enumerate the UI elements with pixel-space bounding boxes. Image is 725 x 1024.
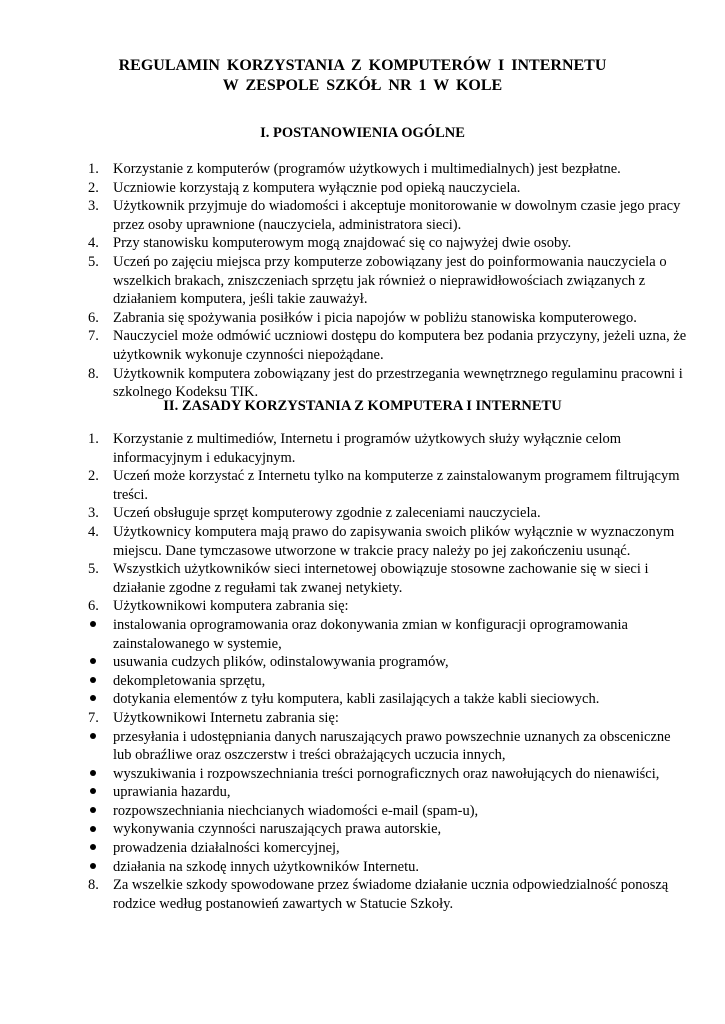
item-number: 6. — [88, 309, 99, 326]
bullet-icon — [88, 839, 112, 858]
item-text: Użytkownik przyjmuje do wiadomości i akceptuje monitorowanie w dowolnym czasie jego pracy przez osoby uprawnione (nauczyciela, administratora sieci). — [113, 198, 681, 233]
item-text: Użytkownik komputera zobowiązany jest do przestrzegania wewnętrznego regulaminu pracowni i szkolnego Kodeksu TIK. — [113, 365, 683, 401]
item-text: instalowania oprogramowania oraz dokonywania zmian w konfiguracji oprogramowania zainstalowanego w systemie, — [113, 616, 628, 652]
section-2-heading: II. ZASADY KORZYSTANIA Z KOMPUTERA I INTERNETU — [163, 398, 562, 414]
bullet-item — [88, 728, 688, 765]
item-text: wykonywania czynności naruszających prawa autorskie, — [113, 821, 442, 838]
list-item — [88, 523, 688, 560]
item-number: 7. — [88, 709, 99, 726]
section-1-list — [88, 160, 688, 402]
item-text: Użytkownikowi komputera zabrania się: — [113, 598, 349, 615]
list-item — [88, 709, 688, 728]
item-number: 1. — [88, 161, 99, 177]
bullet-item — [88, 765, 688, 784]
list-item — [88, 234, 688, 253]
item-text: Korzystanie z multimediów, Internetu i programów użytkowych służy wyłącznie celom informacyjnym i edukacyjnym. — [113, 431, 622, 466]
list-item — [88, 253, 688, 309]
item-text: uprawiania hazardu, — [113, 784, 231, 801]
list-item — [88, 467, 688, 504]
list-item — [88, 327, 688, 364]
title-line-2: W ZESPOLE SZKÓŁ NR 1 W KOLE — [222, 77, 503, 94]
item-number: 5. — [88, 561, 99, 578]
bullet-item — [88, 820, 688, 839]
title-line-1: REGULAMIN KORZYSTANIA Z KOMPUTERÓW I INTERNETU — [118, 57, 607, 74]
bullet-icon — [88, 616, 112, 635]
item-text: Przy stanowisku komputerowym mogą znajdować się co najwyżej dwie osoby. — [113, 235, 572, 252]
item-text: dotykania elementów z tyłu komputera, kabli zasilających a także kabli sieciowych. — [113, 691, 600, 708]
item-text: Zabrania się spożywania posiłków i picia napojów w pobliżu stanowiska komputerowego. — [113, 309, 637, 326]
item-number: 3. — [88, 505, 99, 522]
bullet-item — [88, 858, 688, 877]
item-number: 8. — [88, 877, 99, 894]
item-text: Uczeń obsługuje sprzęt komputerowy zgodnie z zaleceniami nauczyciela. — [113, 505, 541, 522]
list-item — [88, 430, 688, 467]
bullet-icon — [88, 672, 112, 691]
item-number: 1. — [88, 431, 99, 447]
section-1-heading: I. POSTANOWIENIA OGÓLNE — [260, 125, 465, 141]
item-number: 5. — [88, 253, 99, 270]
bullet-icon — [88, 820, 112, 839]
item-text: rozpowszechniania niechcianych wiadomości e-mail (spam-u), — [113, 802, 479, 819]
list-item — [88, 560, 688, 597]
bullet-icon — [88, 802, 112, 821]
bullet-icon — [88, 858, 112, 877]
bullet-icon — [88, 783, 112, 802]
list-item — [88, 197, 688, 234]
list-item — [88, 160, 688, 179]
bullet-item — [88, 802, 688, 821]
bullet-icon — [88, 653, 112, 672]
item-number: 2. — [88, 179, 99, 196]
document-title — [0, 56, 725, 96]
item-number: 8. — [88, 365, 99, 382]
section-2-list — [88, 430, 688, 913]
item-text: dekompletowania sprzętu, — [113, 672, 266, 689]
item-text: Użytkownikowi Internetu zabrania się: — [113, 709, 339, 726]
item-number: 4. — [88, 523, 99, 540]
bullet-item — [88, 616, 688, 653]
bullet-item — [88, 672, 688, 691]
bullet-icon — [88, 765, 112, 784]
item-text: Uczeń po zajęciu miejsca przy komputerze zobowiązany jest do poinformowania nauczyciela o wszelkich brakach, zniszczeniach sprzętu jak również o nieprawidłowościach związanych z działaniem komputera, jeśli takie zauważył. — [113, 253, 667, 308]
item-text: Uczniowie korzystają z komputera wyłącznie pod opieką nauczyciela. — [113, 179, 521, 196]
item-text: Za wszelkie szkody spowodowane przez świadome działanie ucznia odpowiedzialność ponoszą rodzice według postanowień zawartych w Statucie Szkoły. — [113, 877, 669, 912]
bullet-item — [88, 690, 688, 709]
list-item — [88, 309, 688, 328]
list-item — [88, 504, 688, 523]
list-item — [88, 179, 688, 198]
list-item — [88, 876, 688, 913]
item-number: 4. — [88, 235, 99, 252]
item-text: Korzystanie z komputerów (programów użytkowych i multimedialnych) jest bezpłatne. — [113, 161, 621, 177]
item-text: Uczeń może korzystać z Internetu tylko na komputerze z zainstalowanym programem filtrującym treści. — [113, 468, 680, 503]
item-text: działania na szkodę innych użytkowników Internetu. — [113, 858, 420, 875]
item-number: 3. — [88, 198, 99, 215]
item-number: 7. — [88, 328, 99, 345]
item-text: Nauczyciel może odmówić uczniowi dostępu do komputera bez podania przyczyny, jeżeli uzna, że użytkownik wykonuje czynności niepożądane. — [113, 328, 687, 363]
list-item — [88, 597, 688, 616]
item-text: wyszukiwania i rozpowszechniania treści pornograficznych oraz nawołujących do nienawiści, — [113, 765, 660, 782]
item-number: 6. — [88, 598, 99, 615]
bullet-item — [88, 653, 688, 672]
item-text: przesyłania i udostępniania danych naruszających prawo powszechnie uznanych za obsceniczne lub obraźliwe oraz oszczerstw i treści obrażających uczucia innych, — [113, 728, 671, 764]
item-number: 2. — [88, 468, 99, 485]
item-text: prowadzenia działalności komercyjnej, — [113, 840, 340, 857]
item-text: Wszystkich użytkowników sieci internetowej obowiązuje stosowne zachowanie się w sieci i działanie zgodne z regułami tak zwanej netykiety. — [113, 561, 649, 596]
bullet-icon — [88, 690, 112, 709]
bullet-icon — [88, 728, 112, 747]
bullet-item — [88, 839, 688, 858]
item-text: usuwania cudzych plików, odinstalowywania programów, — [113, 654, 449, 671]
bullet-item — [88, 783, 688, 802]
item-text: Użytkownicy komputera mają prawo do zapisywania swoich plików wyłącznie w wyznaczonym miejscu. Dane tymczasowe utworzone w trakcie pracy należy po jej zakończeniu usunąć. — [113, 523, 675, 559]
